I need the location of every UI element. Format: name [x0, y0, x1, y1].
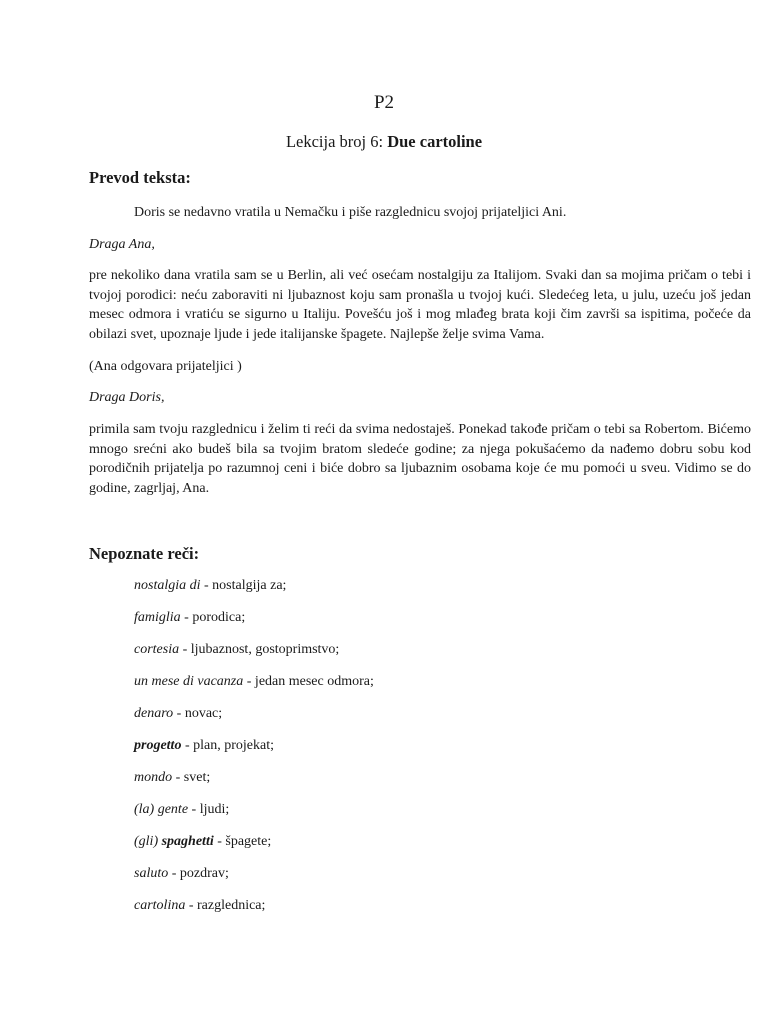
- vocab-meaning: - plan, projekat;: [181, 738, 274, 753]
- translation-intro: Doris se nedavno vratila u Nemačku i piše razglednicu svojoj prijateljici Ani.: [134, 205, 567, 220]
- vocab-term: famiglia: [134, 610, 181, 625]
- vocab-term: spaghetti: [161, 834, 214, 849]
- vocab-meaning: - ljudi;: [188, 802, 230, 817]
- vocab-meaning: - novac;: [173, 706, 223, 721]
- vocab-term: mondo: [134, 770, 173, 785]
- vocab-term: nostalgia di: [134, 578, 201, 593]
- translation-heading: Prevod teksta:: [89, 168, 191, 187]
- vocab-item: [134, 704, 734, 736]
- vocab-meaning: - jedan mesec odmora;: [243, 674, 374, 689]
- vocab-item: [134, 896, 734, 928]
- vocab-item: [134, 768, 734, 800]
- vocab-meaning: - pozdrav;: [168, 866, 229, 881]
- vocab-meaning: - razglednica;: [185, 898, 266, 913]
- vocab-meaning: - špagete;: [213, 834, 272, 849]
- vocab-item: [134, 800, 734, 832]
- vocab-item: [134, 608, 734, 640]
- vocab-term: (la) gente: [134, 802, 189, 817]
- vocab-term: cartolina: [134, 898, 186, 913]
- letter-from-doris: pre nekoliko dana vratila sam se u Berlin, ali već osećam nostalgiju za Italijom. Svaki dan sa mojima pričam o tebi i tvojoj porodici: neću zaboraviti ni ljubaznost koju sam pronašla u tvojoj kući. Sledećeg leta, u julu, uzeću još jedan mesec odmora i vratiću se sigurno u Italiju. Povešću još i mog mlađeg brata koji čim završi sa ispitima, počeće da obilazi svet, upoznaje ljude i jede italijanske špagete. Najlepše želje svima Vama.: [89, 268, 751, 342]
- vocab-meaning: - ljubaznost, gostoprimstvo;: [179, 642, 340, 657]
- greeting-ana: Draga Ana,: [89, 237, 155, 252]
- vocab-item: [134, 864, 734, 896]
- vocab-item: [134, 576, 734, 608]
- vocab-meaning: - porodica;: [180, 610, 246, 625]
- vocab-term: denaro: [134, 706, 174, 721]
- vocab-term: cortesia: [134, 642, 180, 657]
- vocab-meaning: - svet;: [172, 770, 211, 785]
- greeting-doris: Draga Doris,: [89, 390, 165, 405]
- vocab-item: [134, 832, 734, 864]
- vocab-item: [134, 672, 734, 704]
- vocabulary-list: [134, 576, 734, 928]
- letter-from-ana: primila sam tvoju razglednicu i želim ti reći da svima nedostaješ. Ponekad takođe pričam o tebi sa Robertom. Bićemo mnogo srećni ako budeš bila sa tvojim bratom sledeće godine; za njega pokušaćemo da nađemo dobru sobu kod porodičnih prijatelja po razumnoj ceni i biće dobro sa ljubaznim osobama koje će mu pomoći u sveu. Vidimo se do godine, zagrljaj, Ana.: [89, 422, 751, 496]
- vocabulary-heading: Nepoznate reči:: [89, 544, 200, 563]
- vocab-prefix: (gli): [134, 834, 162, 849]
- vocab-term: saluto: [134, 866, 169, 881]
- ana-replies-note: (Ana odgovara prijateljici ): [89, 359, 242, 374]
- vocab-meaning: - nostalgija za;: [200, 578, 287, 593]
- vocab-item: [134, 640, 734, 672]
- page-label: P2: [373, 92, 395, 113]
- lesson-prefix: Lekcija broj 6:: [285, 132, 388, 151]
- vocab-term: un mese di vacanza: [134, 674, 244, 689]
- vocab-term: progetto: [134, 738, 182, 753]
- lesson-title: [0, 132, 768, 152]
- vocab-item: [134, 736, 734, 768]
- lesson-name: Due cartoline: [387, 132, 483, 151]
